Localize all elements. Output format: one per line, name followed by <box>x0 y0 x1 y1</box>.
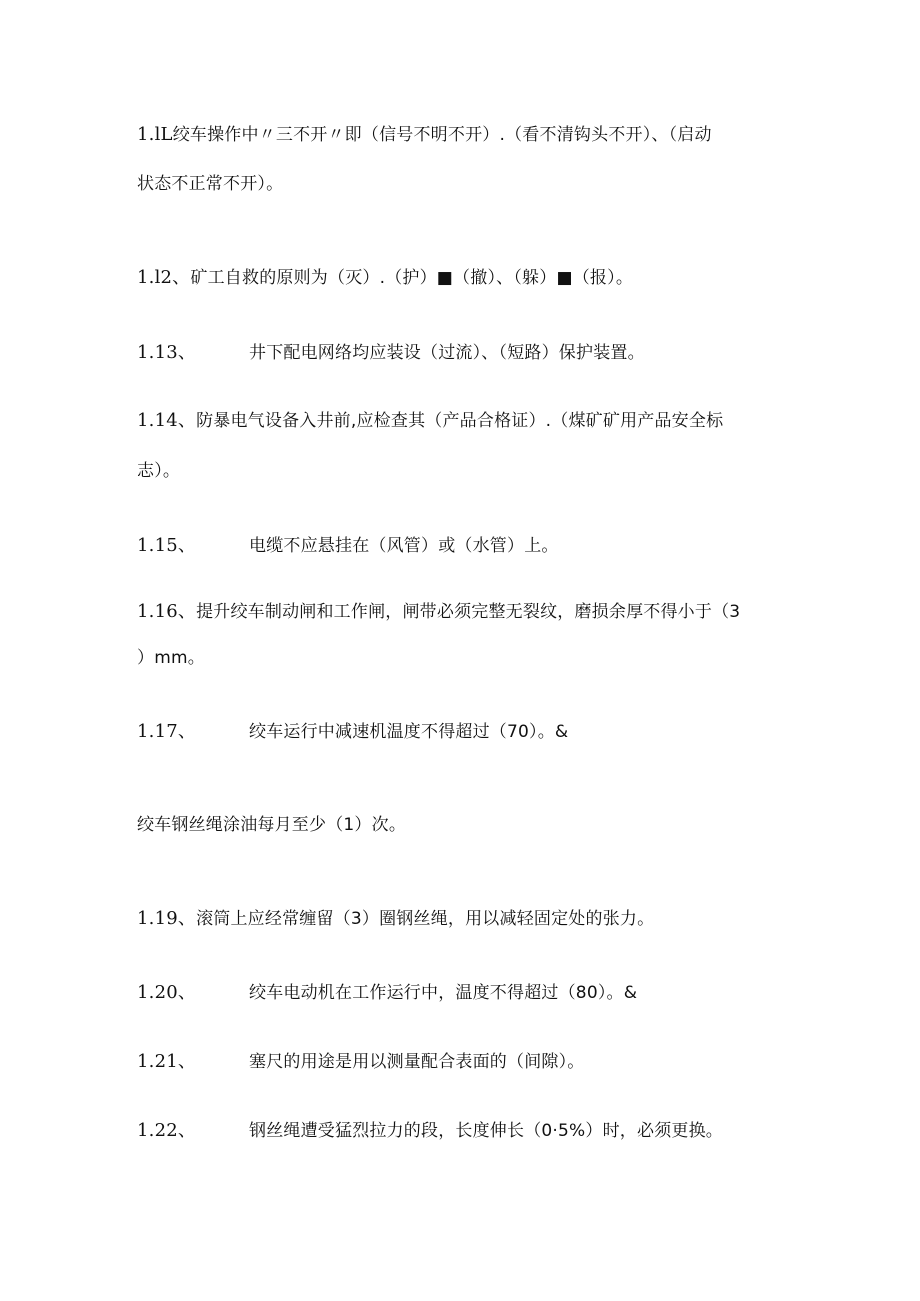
paragraph-1-18 <box>137 813 797 837</box>
item-text: 塞尺的用途是用以测量配合表面的（间隙）。 <box>249 1052 585 1072</box>
item-number: 1.20、 <box>137 982 197 1003</box>
paragraph-1-14-cont <box>137 459 797 483</box>
item-text: ）mm。 <box>137 648 205 668</box>
item-number: 1.13、 <box>137 342 197 363</box>
item-text: 志）。 <box>137 461 181 481</box>
paragraph-1-13 <box>137 341 797 365</box>
paragraph-1-21 <box>137 1050 797 1074</box>
paragraph-1-14 <box>137 409 797 433</box>
paragraph-1-11 <box>137 123 797 147</box>
paragraph-1-19 <box>137 907 797 931</box>
paragraph-1-15 <box>137 534 797 558</box>
item-number: 1.22、 <box>137 1120 197 1141</box>
item-text: 防暴电气设备入井前,应检查其（产品合格证）.（煤矿矿用产品安全标 <box>196 411 724 431</box>
item-text: 滚筒上应经常缠留（3）圈钢丝绳，用以减轻固定处的张力。 <box>196 909 655 929</box>
paragraph-1-11-cont <box>137 172 797 196</box>
item-text: 绞车运行中减速机温度不得超过（70）。& <box>249 722 569 742</box>
item-text: 矿工自救的原则为（灭）.（护）■（撤）、（躲）■（报）。 <box>190 268 634 288</box>
item-text: 状态不正常不开）。 <box>137 174 284 194</box>
item-number: 1.14、 <box>137 410 197 431</box>
item-number: 1.16、 <box>137 601 197 622</box>
item-text: 电缆不应悬挂在（风管）或（水管）上。 <box>249 536 559 556</box>
paragraph-1-22 <box>137 1119 797 1143</box>
paragraph-1-16-cont <box>137 646 797 670</box>
item-text: 钢丝绳遭受猛烈拉力的段，长度伸长（0·5%）时，必须更换。 <box>249 1121 723 1141</box>
paragraph-1-20 <box>137 981 797 1005</box>
item-number: 1.15、 <box>137 535 197 556</box>
item-number: 1.lL <box>137 124 173 145</box>
item-text: 提升绞车制动闸和工作闸，闸带必须完整无裂纹，磨损余厚不得小于（3 <box>196 602 741 622</box>
item-number: 1.19、 <box>137 908 197 929</box>
item-text: 绞车电动机在工作运行中，温度不得超过（80）。& <box>249 983 638 1003</box>
paragraph-1-16 <box>137 600 797 624</box>
item-number: 1.17、 <box>137 721 197 742</box>
item-text: 绞车操作中〃三不开〃即（信号不明不开）.（看不清钩头不开）、（启动 <box>172 125 712 145</box>
item-text: 绞车钢丝绳涂油每月至少（1）次。 <box>137 815 407 835</box>
item-number: 1.l2、 <box>137 267 191 288</box>
item-text: 井下配电网络均应装设（过流）、（短路）保护装置。 <box>249 343 645 363</box>
paragraph-1-17 <box>137 720 797 744</box>
item-number: 1.21、 <box>137 1051 197 1072</box>
paragraph-1-12 <box>137 266 797 290</box>
